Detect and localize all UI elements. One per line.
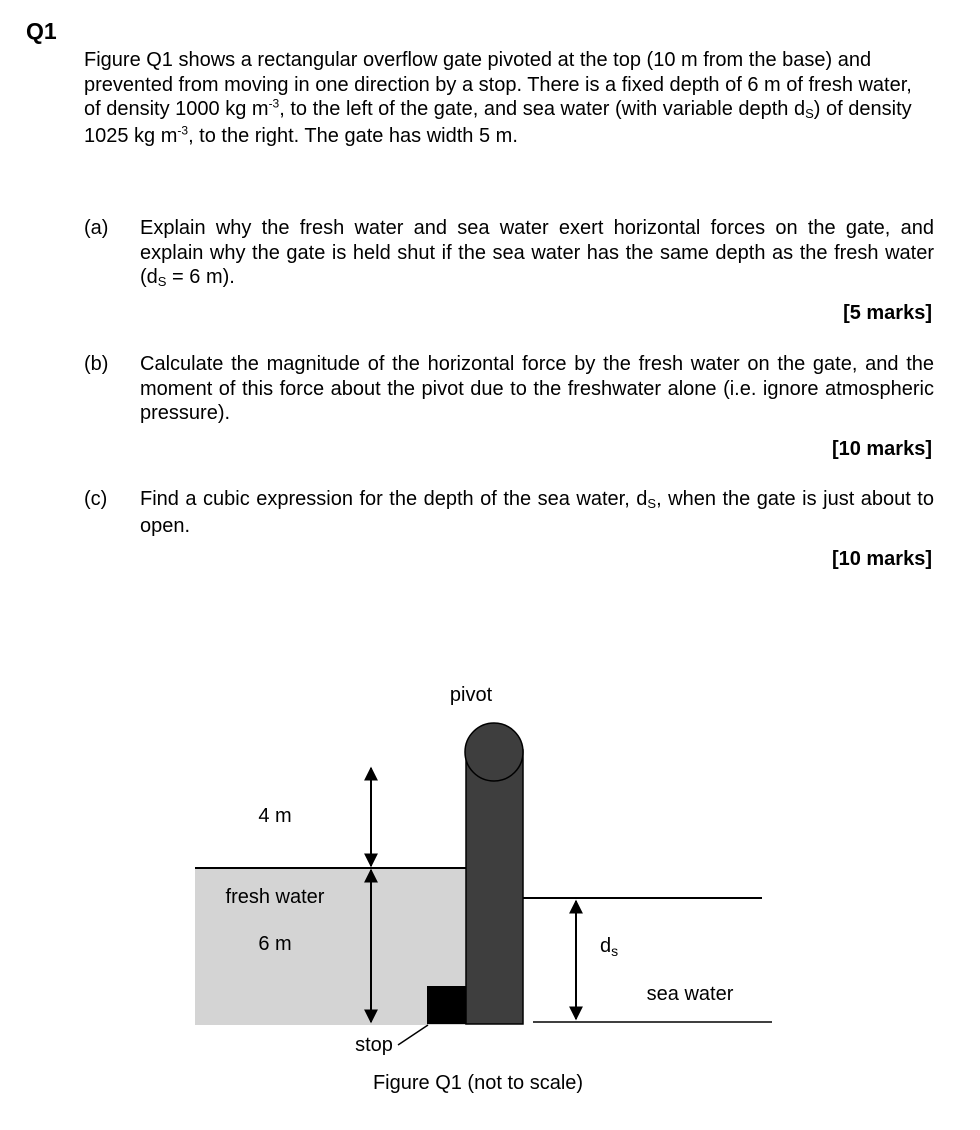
ds-label: $d_s$ <box>600 935 619 959</box>
part-a-marks: [5 marks] <box>843 302 932 324</box>
figure-caption: Figure Q1 (not to scale) <box>372 1072 584 1094</box>
stop-leader-line <box>398 1025 428 1045</box>
stop-label: stop <box>355 1034 393 1056</box>
part-a-label: (a) <box>84 217 109 239</box>
fresh-water-label: fresh water <box>225 886 325 908</box>
gate <box>466 750 523 1024</box>
part-b-label: (b) <box>84 353 109 375</box>
question-number: Q1 <box>26 18 57 44</box>
part-c-text: Find a cubic expression for the depth of the sea water, dS, when the gate is just about to open. <box>140 488 934 537</box>
part-b-text: Calculate the magnitude of the horizontal force by the fresh water on the gate, and the moment of this force about the pivot due to the freshwater alone (i.e. ignore atmospheric pressure). <box>140 353 934 424</box>
part-b-marks: [10 marks] <box>831 438 932 460</box>
question-intro: Figure Q1 shows a rectangular overflow gate pivoted at the top (10 m from the base) and prevented from moving in one direction by a stop. There is a fixed depth of 6 m of fresh water, of density 1000 kg $m^{-3}$, to the left of the gate, and sea water (with variable depth dS) of density 1025 kg $m^{-3}$, to the right. The gate has width 5 m. <box>84 49 912 147</box>
upper-dimension-label: 4 m <box>258 805 292 827</box>
part-a-text: Explain why the fresh water and sea water exert horizontal forces on the gate, and explain why the gate is held shut if the sea water has the same depth as the fresh water (dS = 6 m). <box>140 217 934 289</box>
sea-water-label: sea water <box>646 983 734 1005</box>
stop-block <box>427 986 466 1024</box>
fresh-dimension-label: 6 m <box>258 933 292 955</box>
part-c-marks: [10 marks] <box>831 548 932 570</box>
pivot-circle <box>465 723 523 781</box>
pivot-label: pivot <box>449 684 493 706</box>
part-c-label: (c) <box>84 488 108 510</box>
